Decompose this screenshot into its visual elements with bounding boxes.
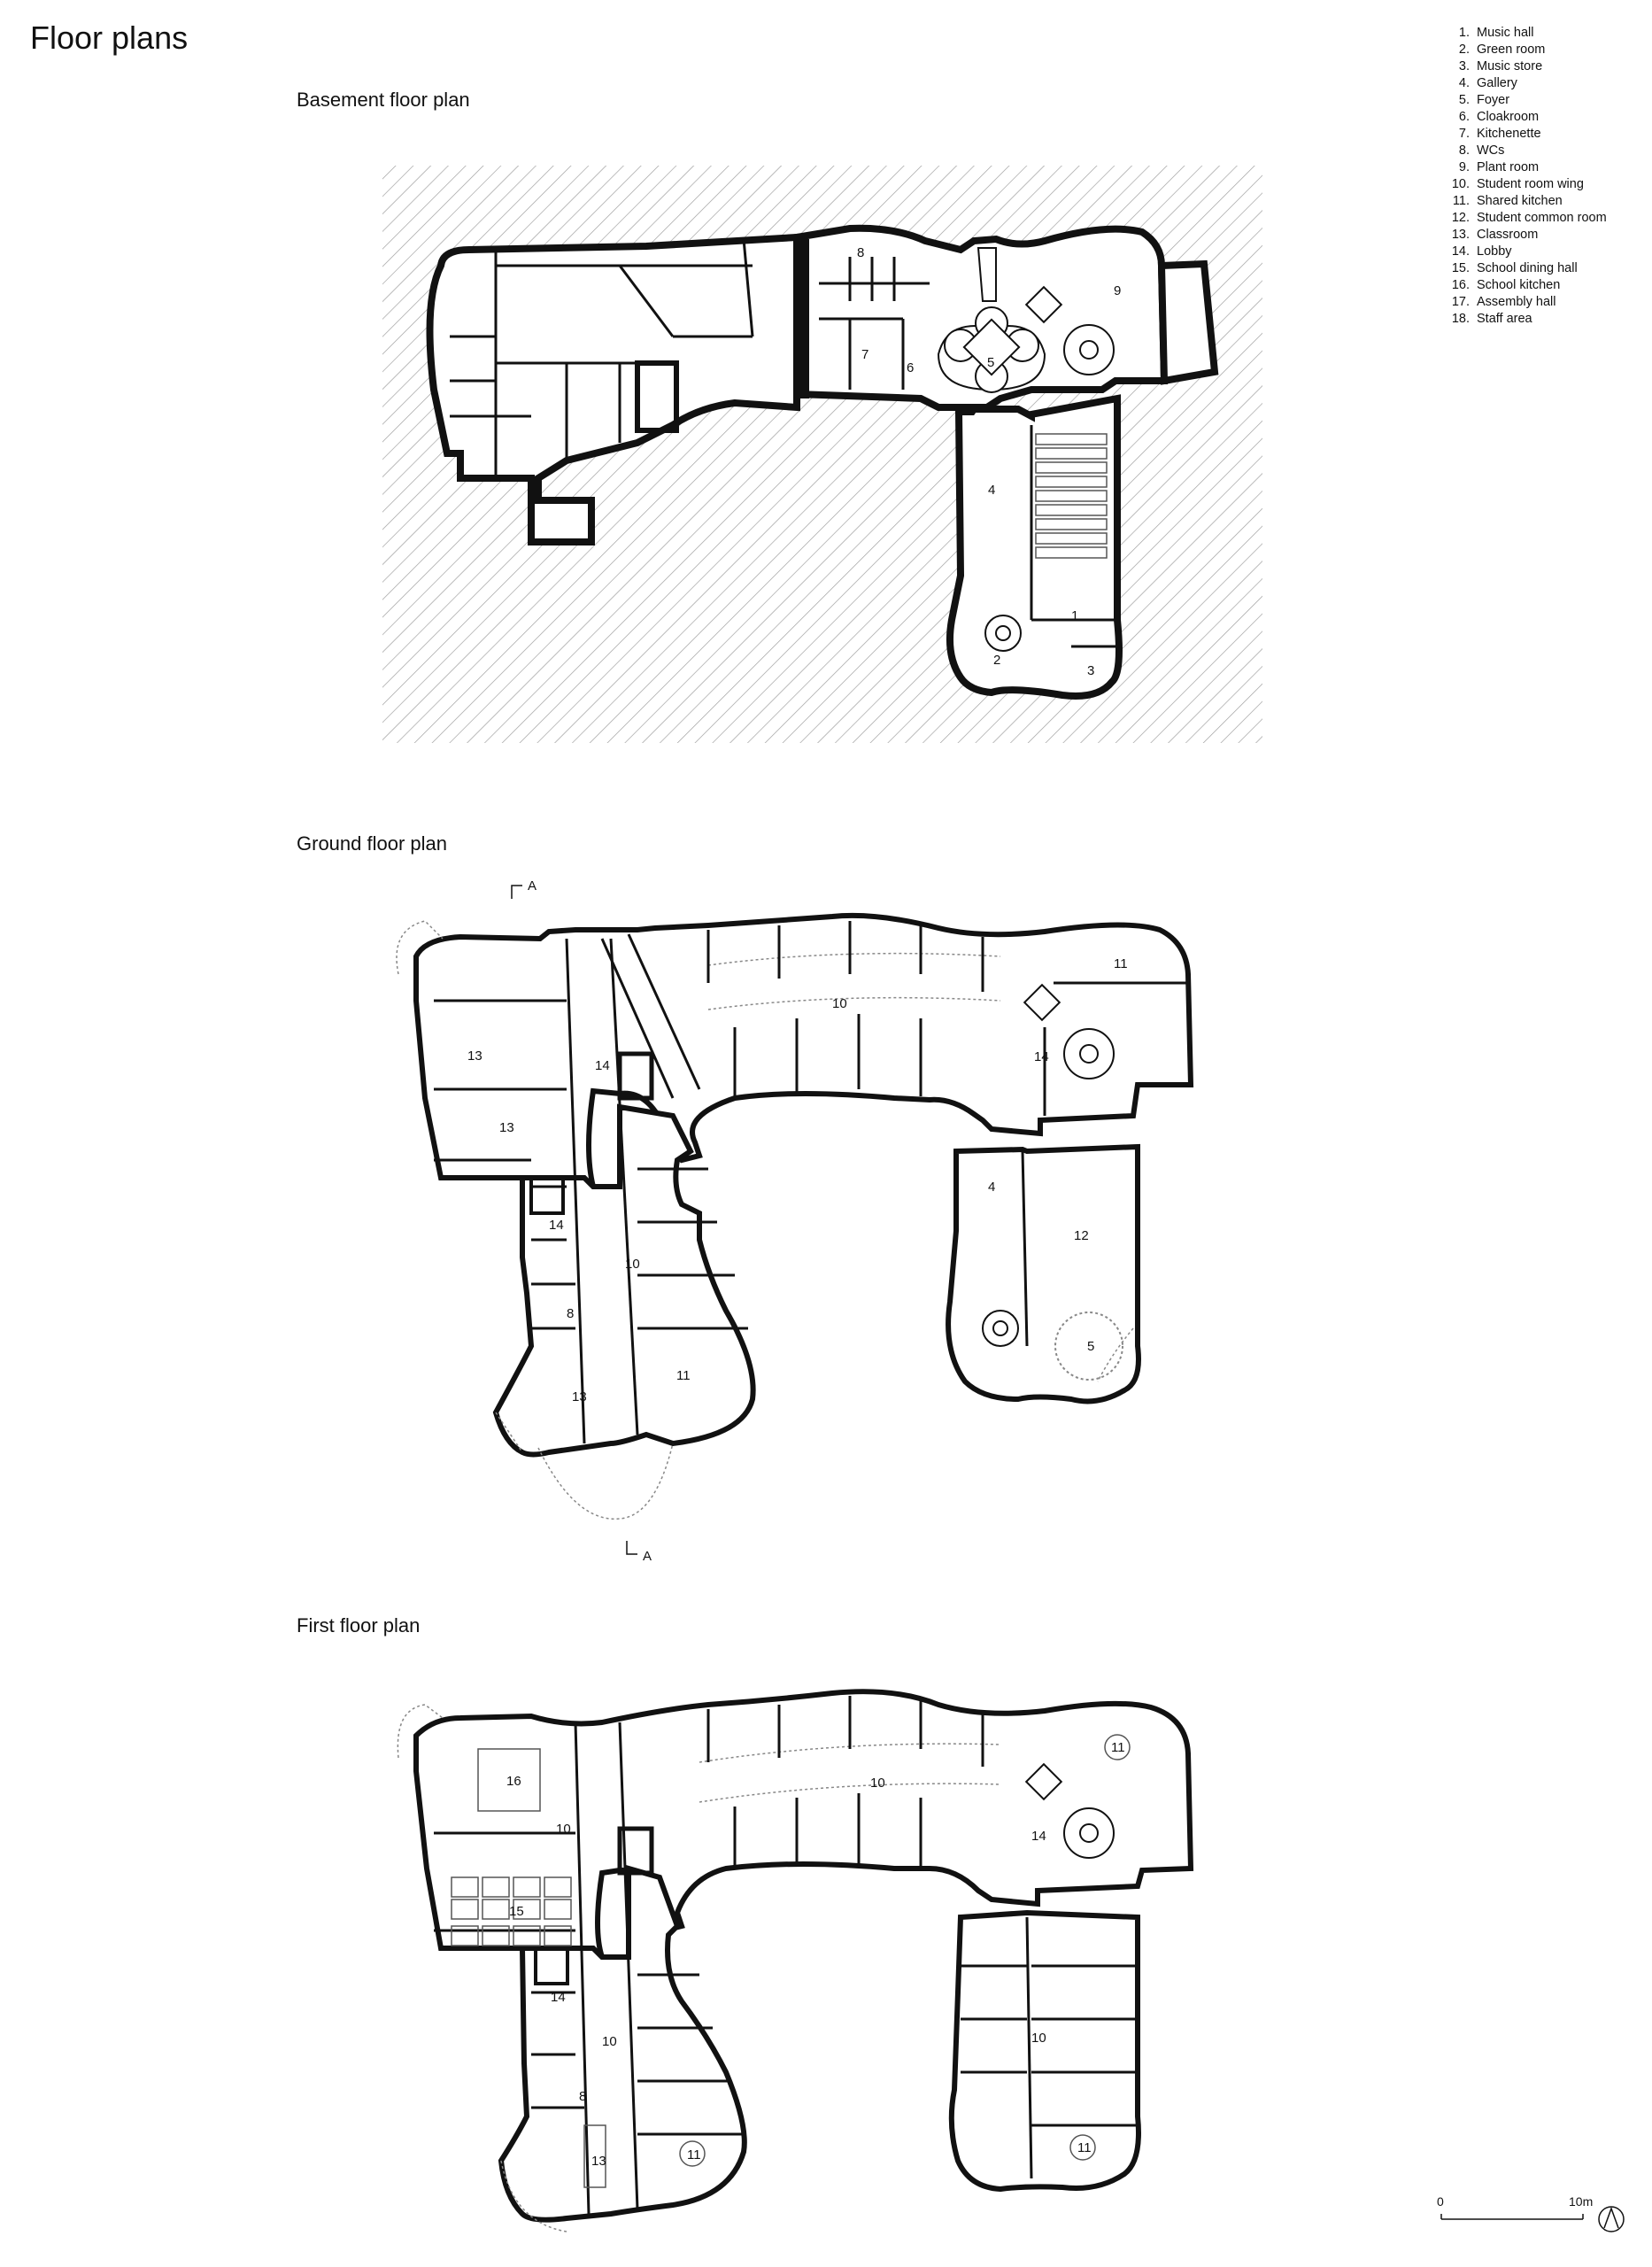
basement-plan — [382, 166, 1262, 743]
legend-label: Green room — [1477, 43, 1546, 57]
legend-label: Assembly hall — [1477, 295, 1556, 309]
legend-number: 1. — [1458, 26, 1470, 40]
room-label: 8 — [857, 245, 865, 260]
section-marker-label-top: A — [528, 878, 537, 894]
legend-label: Music store — [1477, 59, 1543, 74]
basement-plan-title: Basement floor plan — [297, 89, 470, 111]
first-east-leg — [952, 1913, 1139, 2189]
room-label: 10 — [1031, 2031, 1046, 2046]
room-label: 16 — [506, 1774, 521, 1789]
room-label: 9 — [1114, 283, 1122, 298]
page-title: Floor plans — [30, 19, 189, 56]
legend-label: Plant room — [1477, 160, 1540, 174]
room-label: 13 — [572, 1389, 587, 1404]
legend-number: 17. — [1451, 295, 1470, 309]
legend-label: Cloakroom — [1477, 110, 1540, 124]
legend-number: 8. — [1458, 143, 1470, 158]
room-label: 5 — [1087, 1339, 1095, 1354]
legend-label: Foyer — [1477, 93, 1510, 107]
legend-label: Lobby — [1477, 244, 1512, 259]
legend-number: 14. — [1451, 244, 1470, 259]
legend-number: 15. — [1451, 261, 1470, 275]
room-label: 11 — [1077, 2140, 1092, 2155]
legend-number: 7. — [1458, 127, 1470, 141]
room-label: 14 — [551, 1990, 566, 2005]
room-label: 13 — [499, 1120, 514, 1135]
legend-number: 12. — [1451, 211, 1470, 225]
legend-label: Student common room — [1477, 211, 1607, 225]
room-label: 11 — [687, 2147, 701, 2163]
legend-label: Student room wing — [1477, 177, 1584, 191]
room-label: 8 — [567, 1306, 575, 1321]
legend-number: 3. — [1458, 59, 1470, 74]
room-label: 4 — [988, 1180, 996, 1195]
legend-number: 10. — [1451, 177, 1470, 191]
legend-number: 13. — [1451, 228, 1470, 242]
legend-label: Kitchenette — [1477, 127, 1541, 141]
room-label: 10 — [602, 2034, 617, 2049]
ground-plan — [397, 878, 1191, 1564]
room-label: 14 — [549, 1218, 564, 1233]
legend-number: 2. — [1458, 43, 1470, 57]
legend-label: Staff area — [1477, 312, 1532, 326]
room-label: 11 — [1114, 956, 1128, 971]
room-label: 10 — [832, 996, 847, 1011]
room-label: 12 — [1074, 1228, 1089, 1243]
room-label: 15 — [509, 1904, 524, 1919]
room-label: 11 — [1111, 1740, 1125, 1755]
room-label: 10 — [625, 1257, 640, 1272]
room-label: 1 — [1071, 608, 1079, 623]
scale-end-label: 10m — [1569, 2194, 1594, 2209]
ground-east-lower — [948, 1147, 1139, 1401]
legend-label: Shared kitchen — [1477, 194, 1563, 208]
ground-plan-title: Ground floor plan — [297, 832, 447, 855]
room-label: 10 — [870, 1776, 885, 1791]
room-label: 2 — [993, 653, 1001, 668]
room-label: 5 — [987, 355, 995, 370]
section-marker-label-bottom: A — [643, 1549, 652, 1564]
room-label: 14 — [1031, 1829, 1046, 1844]
legend-label: School dining hall — [1477, 261, 1578, 275]
room-label: 14 — [595, 1058, 610, 1073]
first-plan — [398, 1691, 1191, 2232]
legend-label: Music hall — [1477, 26, 1534, 40]
legend-number: 6. — [1458, 110, 1470, 124]
room-label: 7 — [861, 347, 869, 362]
scale-start-label: 0 — [1437, 2194, 1444, 2209]
room-label: 6 — [907, 360, 915, 375]
legend-label: Classroom — [1477, 228, 1539, 242]
room-label: 13 — [591, 2154, 606, 2169]
first-plan-title: First floor plan — [297, 1614, 421, 1636]
room-label: 3 — [1087, 663, 1095, 678]
legend-label: WCs — [1477, 143, 1505, 158]
north-arrow-icon — [1599, 2207, 1624, 2232]
legend-number: 9. — [1458, 160, 1470, 174]
room-label: 13 — [467, 1048, 482, 1064]
legend-label: Gallery — [1477, 76, 1517, 90]
basement-plant-extension — [1162, 264, 1215, 381]
room-label: 14 — [1034, 1049, 1049, 1064]
legend-number: 4. — [1458, 76, 1470, 90]
room-label: 4 — [988, 483, 996, 498]
legend-number: 16. — [1451, 278, 1470, 292]
room-label: 11 — [676, 1368, 691, 1383]
legend-label: School kitchen — [1477, 278, 1561, 292]
legend-number: 18. — [1451, 312, 1470, 326]
legend-number: 11. — [1452, 194, 1470, 208]
scale-labels — [1434, 2194, 1594, 2230]
room-label: 8 — [579, 2089, 587, 2104]
room-label: 10 — [556, 1822, 571, 1837]
legend-number: 5. — [1458, 93, 1470, 107]
